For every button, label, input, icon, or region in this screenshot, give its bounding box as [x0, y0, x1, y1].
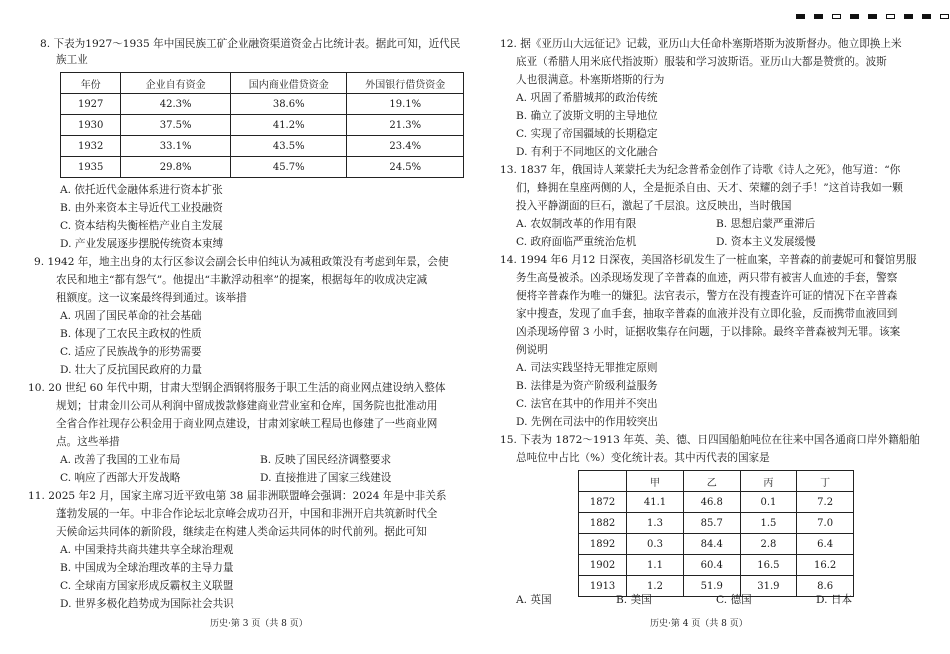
table-cell: 1.2: [627, 576, 684, 597]
q14-stem-line-4: 家中搜查，发现了血手套，抽取辛普森的血液并没有立即化验，反而携带血液回到: [516, 308, 898, 320]
table-cell: 43.5%: [230, 136, 346, 157]
table-cell: 6.4: [797, 534, 854, 555]
q14-option-a: A. 司法实践坚持无罪推定原则: [516, 362, 658, 374]
table-cell: 1.1: [627, 555, 684, 576]
table-cell: 7.2: [797, 492, 854, 513]
table-row: [579, 555, 854, 576]
table-cell: 16.5: [740, 555, 797, 576]
table-cell: 8.6: [797, 576, 854, 597]
q15-option-a: A. 英国: [516, 594, 552, 606]
q8-option-a: A. 依托近代金融体系进行资本扩张: [60, 184, 223, 196]
table-cell: 41.2%: [230, 115, 346, 136]
q12-option-c: C. 实现了帝国疆域的长期稳定: [516, 128, 658, 140]
table-cell: 42.3%: [121, 94, 231, 115]
table-cell: 85.7: [683, 513, 740, 534]
q14-option-b: B. 法律是为资产阶级利益服务: [516, 380, 658, 392]
q11-option-d: D. 世界多极化趋势成为国际社会共识: [60, 598, 234, 610]
table-cell: 1892: [579, 534, 627, 555]
q13-option-d: D. 资本主义发展缓慢: [716, 236, 816, 248]
table-cell: 1927: [61, 94, 121, 115]
q11-option-b: B. 中国成为全球治理改革的主导力量: [60, 562, 234, 574]
q14-stem-line-3: 便将辛普森作为唯一的嫌犯。法官表示，警方在没有搜查许可证的情况下在辛普森: [516, 290, 898, 302]
q8-option-b: B. 由外来资本主导近代工业投融资: [60, 202, 223, 214]
table-row: [61, 136, 464, 157]
q15-header-cell: 丁: [797, 471, 854, 492]
table-cell: 21.3%: [347, 115, 464, 136]
q13-option-a: A. 农奴制改革的作用有限: [516, 218, 637, 230]
q12-option-d: D. 有利于不同地区的文化融合: [516, 146, 658, 158]
table-cell: 45.7%: [230, 157, 346, 178]
q15-header-cell: 丙: [740, 471, 797, 492]
table-row: [579, 513, 854, 534]
q15-table-header: [579, 471, 854, 492]
q8-stem-line-1: 8. 下表为1927～1935 年中国民族工矿企业融资渠道资金占比统计表。据此可知，近代民: [40, 38, 461, 50]
q8-stem-line-2: 族工业: [56, 54, 88, 66]
q10-option-d: D. 直接推进了国家三线建设: [260, 472, 392, 484]
table-cell: 1935: [61, 157, 121, 178]
q15-stem-line-1: 15. 下表为 1872～1913 年英、美、德、日四国船舶吨位在往来中国各通商口岸外籍船舶: [500, 434, 920, 446]
table-cell: 7.0: [797, 513, 854, 534]
table-cell: 16.2: [797, 555, 854, 576]
page-4-column: [500, 0, 945, 654]
table-cell: 1882: [579, 513, 627, 534]
q15-option-d: D. 日本: [816, 594, 853, 606]
table-cell: 0.3: [627, 534, 684, 555]
table-cell: 24.5%: [347, 157, 464, 178]
q15-table: [578, 470, 854, 597]
q15-option-c: C. 德国: [716, 594, 752, 606]
q11-option-c: C. 全球南方国家形成反霸权主义联盟: [60, 580, 234, 592]
page-3-column: [28, 0, 485, 654]
q10-stem-line-1: 10. 20 世纪 60 年代中期，甘肃大型钢企酒钢将服务于职工生活的商业网点建设纳入整体: [28, 382, 446, 394]
q13-stem-line-1: 13. 1837 年，俄国诗人莱蒙托夫为纪念普希金创作了诗歌《诗人之死》，他写道：“你: [500, 164, 901, 176]
q13-stem-line-2: 们，蜂拥在皇座两侧的人，全是扼杀自由、天才、荣耀的刽子手！”这首诗我如一颗: [516, 182, 903, 194]
q12-stem-line-3: 人也很满意。朴塞斯塔斯的行为: [516, 74, 665, 86]
q14-stem-line-2: 务生高曼被杀。凶杀现场发现了辛普森的血迹，两只带有被害人血迹的手套，警察: [516, 272, 898, 284]
q8-header-cell: 外国银行借贷资金: [347, 73, 464, 94]
table-cell: 31.9: [740, 576, 797, 597]
table-row: [579, 534, 854, 555]
q11-option-a: A. 中国秉持共商共建共享全球治理观: [60, 544, 234, 556]
q9-stem-line-3: 租额度。这一议案最终得到通过。该举措: [56, 292, 247, 304]
q9-option-b: B. 体现了工农民主政权的性质: [60, 328, 202, 340]
table-cell: 37.5%: [121, 115, 231, 136]
q12-option-b: B. 确立了波斯文明的主导地位: [516, 110, 658, 122]
q10-stem-line-2: 规划；甘肃金川公司从利润中留成拨款修建商业营业室和仓库，国务院也批准动用: [56, 400, 438, 412]
table-cell: 46.8: [683, 492, 740, 513]
table-cell: 0.1: [740, 492, 797, 513]
table-cell: 33.1%: [121, 136, 231, 157]
table-cell: 29.8%: [121, 157, 231, 178]
table-row: [61, 157, 464, 178]
q9-stem-line-2: 农民和地主“都有怨气”。他提出“丰歉浮动租率”的提案，根据每年的收成决定减: [56, 274, 428, 286]
q10-option-a: A. 改善了我国的工业布局: [60, 454, 181, 466]
q14-option-d: D. 先例在司法中的作用较突出: [516, 416, 658, 428]
table-cell: 84.4: [683, 534, 740, 555]
table-cell: 2.8: [740, 534, 797, 555]
table-cell: 1902: [579, 555, 627, 576]
q14-option-c: C. 法官在其中的作用并不突出: [516, 398, 658, 410]
table-cell: 1932: [61, 136, 121, 157]
q12-stem-line-2: 底亚（希腊人用米底代指波斯）服装和学习波斯语。亚历山大都是赞赏的。波斯: [516, 56, 887, 68]
table-cell: 23.4%: [347, 136, 464, 157]
q11-stem-line-2: 蓬勃发展的一年。中非合作论坛北京峰会成功召开，中国和非洲开启共筑新时代全: [56, 508, 438, 520]
table-cell: 60.4: [683, 555, 740, 576]
table-cell: 1872: [579, 492, 627, 513]
table-cell: 51.9: [683, 576, 740, 597]
q15-header-cell: 乙: [683, 471, 740, 492]
q10-option-c: C. 响应了西部大开发战略: [60, 472, 181, 484]
page-footer-right: 历史·第 4 页（共 8 页）: [650, 619, 748, 629]
q13-option-b: B. 思想启蒙严重滞后: [716, 218, 816, 230]
table-row: [61, 115, 464, 136]
q8-header-cell: 企业自有资金: [121, 73, 231, 94]
table-row: [579, 492, 854, 513]
q8-option-c: C. 资本结构失衡桎梏产业自主发展: [60, 220, 223, 232]
q12-stem-line-1: 12. 据《亚历山大远征记》记载，亚历山大任命朴塞斯塔斯为波斯督办。他立即换上米: [500, 38, 902, 50]
q14-stem-line-5: 凶杀现场停留 3 小时，证据收集存在问题，于以排除。最终辛普森被判无罪。该案: [516, 326, 901, 338]
q10-option-b: B. 反映了国民经济调整要求: [260, 454, 392, 466]
q12-option-a: A. 巩固了希腊城邦的政治传统: [516, 92, 658, 104]
q8-option-d: D. 产业发展逐步摆脱传统资本束缚: [60, 238, 224, 250]
table-cell: 1913: [579, 576, 627, 597]
table-cell: 1.3: [627, 513, 684, 534]
q15-option-b: B. 美国: [616, 594, 652, 606]
table-cell: 1930: [61, 115, 121, 136]
q9-option-c: C. 适应了民族战争的形势需要: [60, 346, 202, 358]
q8-header-cell: 国内商业借贷资金: [230, 73, 346, 94]
q10-stem-line-3: 全省合作社现存公积金用于商业网点建设，甘肃刘家峡工程局也修建了一些商业网: [56, 418, 438, 430]
q15-stem-line-2: 总吨位中占比（%）变化统计表。其中丙代表的国家是: [516, 452, 770, 464]
q11-stem-line-3: 天候命运共同体的新阶段，继续走在构建人类命运共同体的时代前列。据此可知: [56, 526, 427, 538]
table-cell: 1.5: [740, 513, 797, 534]
q9-option-a: A. 巩固了国民革命的社会基础: [60, 310, 202, 322]
q13-stem-line-3: 投入平静湖面的巨石，激起了千层浪。这反映出，当时俄国: [516, 200, 792, 212]
q14-stem-line-1: 14. 1994 年6 月12 日深夜，美国洛杉矶发生了一桩血案，辛普森的前妻妮可和餐馆男服: [500, 254, 917, 266]
q9-stem-line-1: 9. 1942 年，地主出身的太行区参议会副会长申伯纯认为减租政策没有考虑到年景，会使: [34, 256, 449, 268]
q15-header-cell: 甲: [627, 471, 684, 492]
q9-option-d: D. 壮大了反抗国民政府的力量: [60, 364, 202, 376]
q10-stem-line-4: 点。这些举措: [56, 436, 120, 448]
q8-table: [60, 72, 464, 178]
q13-option-c: C. 政府面临严重统治危机: [516, 236, 637, 248]
table-row: [61, 94, 464, 115]
q14-stem-line-6: 例说明: [516, 344, 548, 356]
q15-header-cell: [579, 471, 627, 492]
q8-table-header: [61, 73, 464, 94]
page-footer-left: 历史·第 3 页（共 8 页）: [210, 619, 308, 629]
table-cell: 38.6%: [230, 94, 346, 115]
q11-stem-line-1: 11. 2025 年2 月，国家主席习近平致电第 38 届非洲联盟峰会强调：2024 年是中非关系: [28, 490, 447, 502]
table-cell: 19.1%: [347, 94, 464, 115]
q8-header-cell: 年份: [61, 73, 121, 94]
table-cell: 41.1: [627, 492, 684, 513]
